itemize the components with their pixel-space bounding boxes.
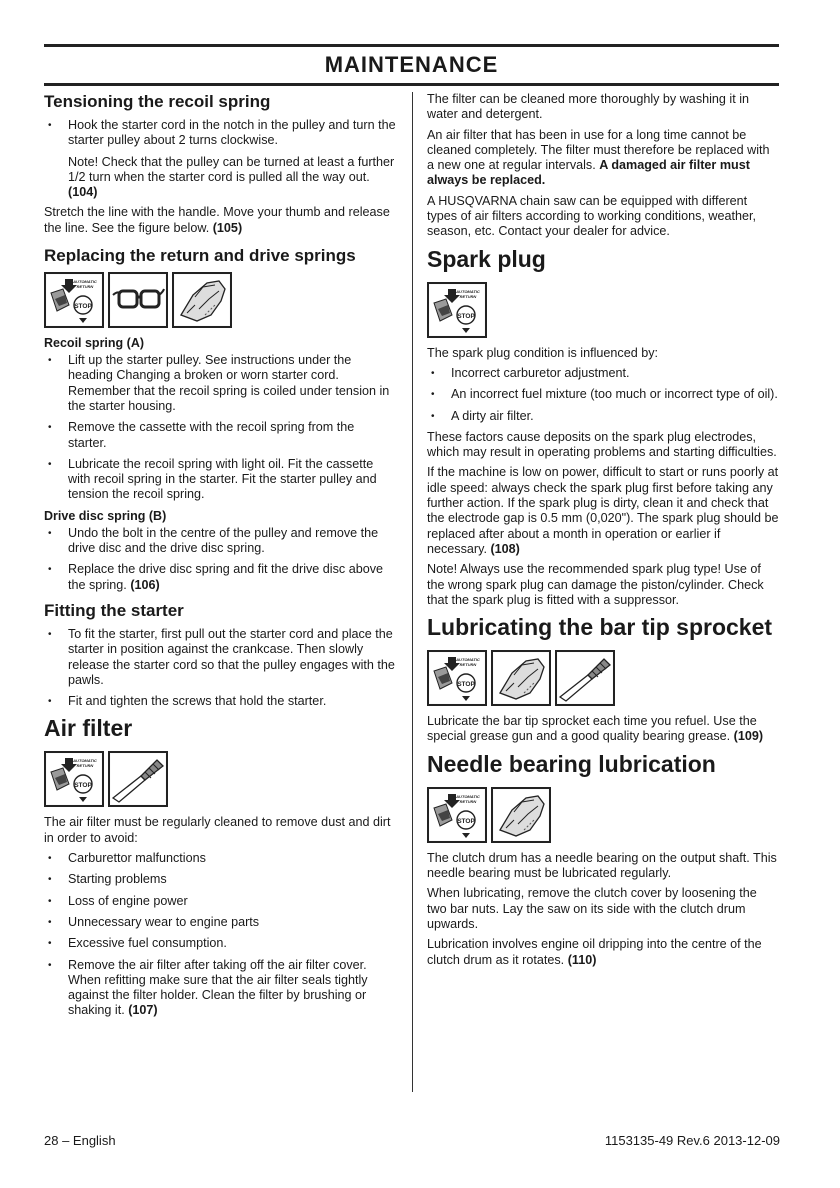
list-item: • Lift up the starter pulley. See instructions under the heading Changing a broken or worn starter cord. Remember that the recoil spring is coiled under tension in the starter housing.: [44, 353, 396, 414]
subheading-recoil-spring-a: Recoil spring (A): [44, 336, 145, 351]
stop-engine-icon: [44, 751, 104, 807]
spark-p1: These factors cause deposits on the spark plug electrodes, which may result in operating problems and starting difficulties.: [427, 429, 777, 460]
needle-p3-text: Lubrication involves engine oil dripping into the centre of the clutch drum as it rotates.: [427, 937, 762, 967]
needle-p1: The clutch drum has a needle bearing on the output shaft. This needle bearing must be lubricated regularly.: [427, 850, 777, 881]
bar-paragraph: [427, 714, 779, 745]
list-item: • Undo the bolt in the centre of the pulley and remove the drive disc and the drive disc spring.: [44, 526, 396, 557]
air-intro: The air filter must be regularly cleaned to remove dust and dirt in order to avoid:: [44, 815, 391, 845]
stop-engine-icon: [427, 787, 487, 843]
needle-p2: When lubricating, remove the clutch cover by loosening the two bar nuts. Lay the saw on its side with the clutch drum upwards.: [427, 886, 757, 931]
list-item: [44, 562, 396, 593]
column-divider: [412, 92, 413, 1092]
list-item: • Unnecessary wear to engine parts: [44, 915, 396, 930]
heading-bar-tip-sprocket: Lubricating the bar tip sprocket: [427, 614, 773, 641]
air-cont-p2-text: An air filter that has been in use for a long time cannot be cleaned completely. The filter must therefore be replaced with a new one at regular intervals.: [427, 127, 770, 173]
spark-list: [427, 366, 779, 424]
page-header: [44, 44, 779, 86]
list-item: • Carburettor malfunctions: [44, 851, 396, 866]
list-item-text: Remove the air filter after taking off the air filter cover. When refitting make sure that the air filter seals tightly against the filter holder. Clean the filter by brushing or shaking it.: [68, 957, 368, 1018]
recoil-list: [44, 118, 396, 149]
stop-engine-icon: [44, 272, 104, 328]
list-item: • Excessive fuel consumption.: [44, 936, 396, 951]
glove-icon: [172, 272, 232, 328]
figure-ref: (104): [68, 185, 98, 200]
fitting-list: [44, 627, 396, 709]
list-item: • Loss of engine power: [44, 894, 396, 909]
list-item: • Starting problems: [44, 872, 396, 887]
brush-icon: [555, 650, 615, 706]
spark-p3: Note! Always use the recommended spark plug type! Use of the wrong spark plug can damage the piston/cylinder. Check that the spark plug is fitted with a suppressor.: [427, 562, 764, 607]
left-column: [44, 92, 396, 1025]
page-title: MAINTENANCE: [324, 52, 499, 77]
list-item: • To fit the starter, first pull out the starter cord and place the starter in position against the crankcase. Then slowly release the starter cord so that the pulley engages with the pawls.: [44, 627, 396, 688]
right-column: [427, 92, 779, 973]
list-item: • Hook the starter cord in the notch in the pulley and turn the starter pulley about 2 turns clockwise.: [44, 118, 396, 149]
air-cont-p2: [427, 128, 779, 189]
figure-ref: (108): [490, 541, 520, 556]
document-id: 1153135-49 Rev.6 2013-12-09: [604, 1133, 780, 1148]
stop-engine-icon: [427, 282, 487, 338]
spark-intro: The spark plug condition is influenced by:: [427, 345, 659, 360]
page-number: 28 – English: [44, 1133, 116, 1148]
figure-ref: (105): [212, 220, 243, 235]
safety-icons: [427, 282, 779, 338]
glove-icon: [491, 787, 551, 843]
air-cont-p2-bold: A damaged air filter must always be replaced.: [427, 158, 750, 188]
subheading-drive-disc-spring-b: Drive disc spring (B): [44, 508, 167, 523]
list-item: • Lubricate the recoil spring with light oil. Fit the cassette with recoil spring in the starter. Fit the starter pulley and tension the recoil spring.: [44, 457, 396, 503]
air-cont-p3: A HUSQVARNA chain saw can be equipped with different types of air filters according to working conditions, weather, season, etc. Contact your dealer for advice.: [427, 193, 756, 239]
bar-paragraph-text: Lubricate the bar tip sprocket each time you refuel. Use the special grease gun and a good quality bearing grease.: [427, 714, 757, 744]
needle-p3: [427, 937, 779, 968]
safety-icons: [427, 650, 779, 706]
list-item: [44, 958, 396, 1019]
safety-icons: [427, 787, 779, 843]
heading-spark-plug: Spark plug: [427, 245, 546, 272]
safety-icons: [44, 751, 396, 807]
air-cont-p1: The filter can be cleaned more thoroughly by washing it in water and detergent.: [427, 92, 750, 122]
recoil-a-list: [44, 353, 396, 503]
spark-p2: [427, 465, 779, 557]
air-list: [44, 851, 396, 1019]
heading-recoil-spring: Tensioning the recoil spring: [44, 92, 271, 111]
recoil-note: [44, 155, 396, 201]
list-item: • Remove the cassette with the recoil spring from the starter.: [44, 420, 396, 451]
recoil-note-text: Note! Check that the pulley can be turned at least a further 1/2 turn when the starter cord is pulled all the way out.: [68, 154, 395, 184]
stop-engine-icon: [427, 650, 487, 706]
spark-p2-text: If the machine is low on power, difficult to start or runs poorly at idle speed: always check the spark plug first before taking any further action. If the spark plug is dirty, clean it and check that the electrode gap is 0.5 mm (0,020"). The spark plug should be replaced after about a month in operation or earlier if necessary.: [427, 465, 779, 556]
list-item-text: Replace the drive disc spring and fit the drive disc above the spring.: [68, 562, 384, 592]
list-item: • An incorrect fuel mixture (too much or incorrect type of oil).: [427, 387, 779, 402]
heading-fitting-starter: Fitting the starter: [44, 600, 184, 620]
figure-ref: (107): [128, 1003, 158, 1018]
figure-ref: (109): [733, 729, 764, 744]
drive-disc-list: [44, 526, 396, 593]
goggles-icon: [108, 272, 168, 328]
heading-needle-bearing: Needle bearing lubrication: [427, 750, 716, 777]
list-item: • Fit and tighten the screws that hold the starter.: [44, 694, 396, 709]
figure-ref: (106): [130, 577, 160, 592]
recoil-paragraph-text: Stretch the line with the handle. Move your thumb and release the line. See the figure below.: [44, 205, 390, 235]
list-item: • A dirty air filter.: [427, 409, 779, 424]
figure-ref: (110): [567, 952, 597, 967]
glove-icon: [491, 650, 551, 706]
list-item: • Incorrect carburetor adjustment.: [427, 366, 779, 381]
heading-replacing-springs: Replacing the return and drive springs: [44, 246, 356, 266]
recoil-paragraph: [44, 205, 396, 236]
safety-icons: [44, 272, 396, 328]
heading-air-filter: Air filter: [44, 715, 133, 742]
brush-icon: [108, 751, 168, 807]
